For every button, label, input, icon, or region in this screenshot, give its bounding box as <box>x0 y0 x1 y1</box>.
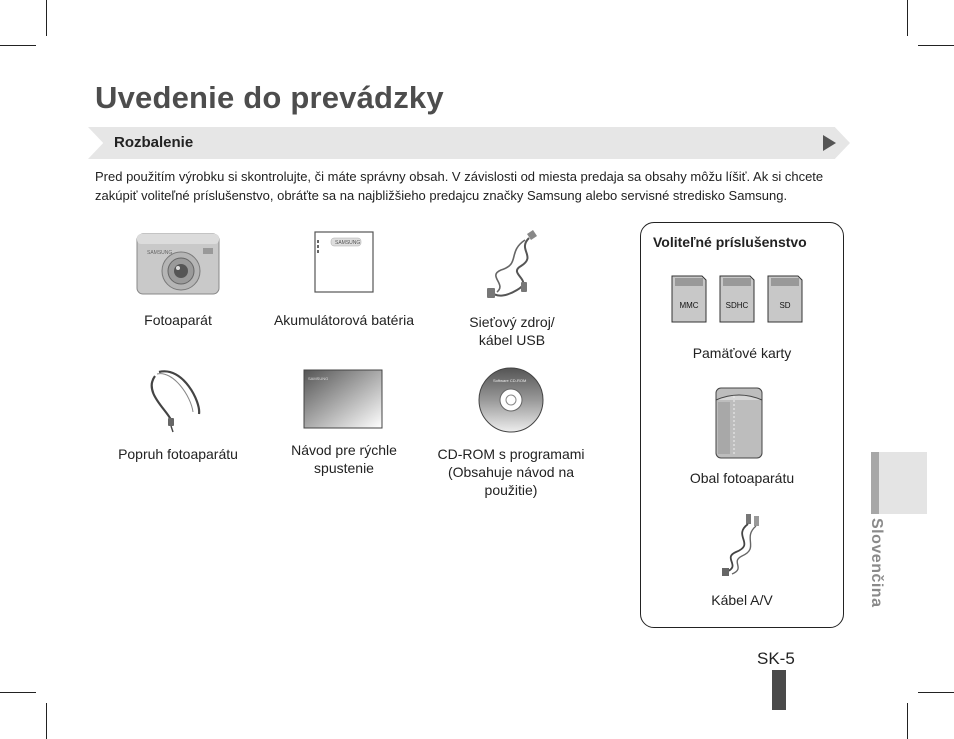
section-header-bar <box>88 127 850 159</box>
item-label: Akumulátorová batéria <box>273 312 415 328</box>
av-cable-label: Kábel A/V <box>711 592 773 608</box>
package-item-battery <box>266 228 422 329</box>
camera-case-icon <box>714 386 764 460</box>
package-item-camera <box>108 228 248 329</box>
page-title: Uvedenie do prevádzky <box>95 80 444 115</box>
av-cable-icon <box>712 512 768 576</box>
crop-mark <box>918 692 954 693</box>
intro-paragraph: Pred použitím výrobku si skontrolujte, či máte správny obsah. V závislosti od miesta predaja sa obsahy môžu líšiť. Ak si chcete zakúpiť voliteľné príslušenstvo, obráťte sa na najbližšieho predajcu značky Samsung alebo servisné stredisko Samsung. <box>95 169 824 203</box>
crop-mark <box>918 45 954 46</box>
item-label: Fotoaparát <box>144 312 212 328</box>
page-tab-marker <box>772 670 786 710</box>
language-tab-bar <box>871 452 879 514</box>
crop-mark <box>0 45 36 46</box>
play-arrow-icon <box>823 135 836 151</box>
svg-text:MMC: MMC <box>679 301 699 310</box>
svg-text:SD: SD <box>779 301 791 310</box>
memory-card-sd <box>768 276 802 322</box>
item-label: CD-ROM s programami (Obsahuje návod na použitie) <box>437 446 585 498</box>
crop-mark <box>907 703 908 739</box>
package-item-manual <box>266 366 422 477</box>
item-label: Návod pre rýchle spustenie <box>291 442 397 476</box>
item-label: Popruh fotoaparátu <box>118 446 238 462</box>
page-number: SK-5 <box>757 649 795 668</box>
camera-icon <box>133 228 223 300</box>
battery-icon <box>309 228 379 300</box>
svg-text:SAMSUNG: SAMSUNG <box>147 250 173 256</box>
usb-cable-icon <box>477 226 547 302</box>
crop-mark <box>46 703 47 739</box>
package-item-strap <box>108 362 248 463</box>
section-title: Rozbalenie <box>114 134 194 151</box>
memory-cards-label: Pamäťové karty <box>692 345 792 361</box>
memory-cards-icon <box>668 274 808 326</box>
svg-text:Software CD-ROM: Software CD-ROM <box>493 378 527 383</box>
svg-text:SAMSUNG: SAMSUNG <box>335 240 361 246</box>
cd-rom-icon <box>477 366 545 434</box>
optional-accessories-title: Voliteľné príslušenstvo <box>653 234 807 250</box>
package-item-cd-rom <box>430 366 592 499</box>
svg-text:SDHC: SDHC <box>725 301 749 310</box>
crop-mark <box>46 0 47 36</box>
manual-icon <box>302 366 386 430</box>
memory-card-mmc <box>672 276 706 322</box>
language-label: Slovenčina <box>868 518 885 608</box>
svg-text:SAMSUNG: SAMSUNG <box>308 376 329 381</box>
crop-mark <box>0 692 36 693</box>
crop-mark <box>907 0 908 36</box>
strap-icon <box>143 362 213 434</box>
package-item-usb-cable <box>440 226 584 349</box>
item-label: Sieťový zdroj/ kábel USB <box>469 314 555 348</box>
language-tab <box>871 452 927 514</box>
memory-card-sdhc <box>720 276 754 322</box>
camera-case-label: Obal fotoaparátu <box>689 470 795 486</box>
